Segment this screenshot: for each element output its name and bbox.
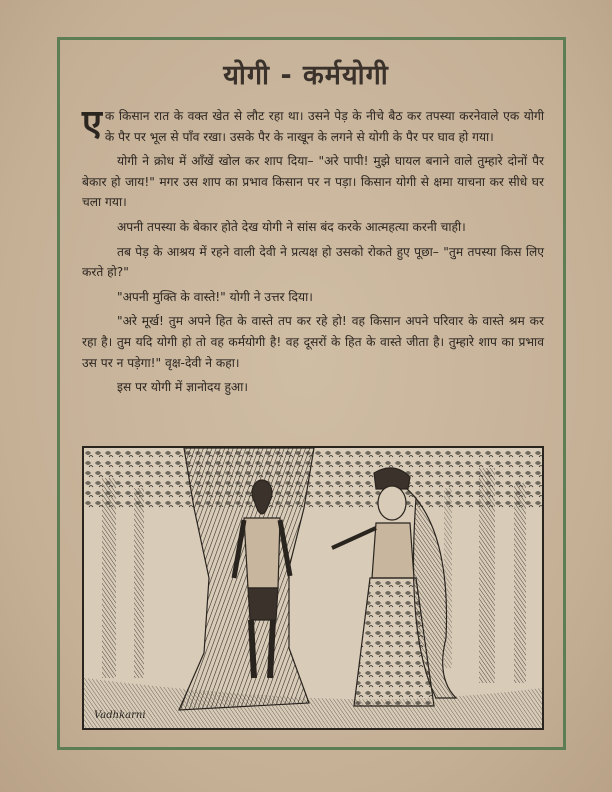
paragraph-4: तब पेड़ के आश्रय में रहने वाली देवी ने प्रत्यक्ष हो उसको रोकते हुए पूछा– "तुम तपस्या किस लिए करते हो?" — [82, 244, 544, 280]
story-title: योगी - कर्मयोगी — [223, 60, 389, 91]
drop-cap: ए — [82, 103, 102, 144]
paragraph-2: योगी ने क्रोध में आँखें खोल कर शाप दिया– "अरे पापी! मुझे घायल बनाने वाले तुम्हारे दोनों पैर बेकार हो जाय!" मगर उस शाप का प्रभाव किसान पर न पड़ा। किसान योगी से क्षमा याचना कर सीधे घर चला गया। — [82, 154, 544, 210]
paragraph-3: अपनी तपस्या के बेकार होते देख योगी ने सांस बंद करके आत्महत्या करनी चाही। — [117, 219, 466, 234]
artist-signature: Vadhkarni — [94, 710, 146, 721]
story-illustration — [82, 446, 544, 730]
paragraph-5: "अपनी मुक्ति के वास्ते!" योगी ने उत्तर दिया। — [117, 289, 313, 304]
forest-scene-drawing — [84, 448, 542, 728]
paragraph-1 — [82, 103, 544, 147]
paragraph-6: "अरे मूर्ख! तुम अपने हित के वास्ते तप कर रहे हो! वह किसान अपने परिवार के वास्ते श्रम कर रहा है। तुम यदि योगी हो तो वह कर्मयोगी है! वह दूसरों के हित के वास्ते जीता है। तुम्हारे शाप का प्रभाव उस पर न पड़ेगा!" वृक्ष-देवी ने कहा। — [82, 314, 544, 370]
story-body — [82, 103, 544, 402]
paragraph-7: इस पर योगी में ज्ञानोदय हुआ। — [117, 380, 249, 395]
paragraph-1-text: क किसान रात के वक्त खेत से लौट रहा था। उसने पेड़ के नीचे बैठ कर तपस्या करनेवाले एक योगी के पैर पर भूल से पाँव रखा। उसके पैर के नाखून के लगने से योगी के पैर पर घाव हो गया। — [104, 109, 544, 144]
